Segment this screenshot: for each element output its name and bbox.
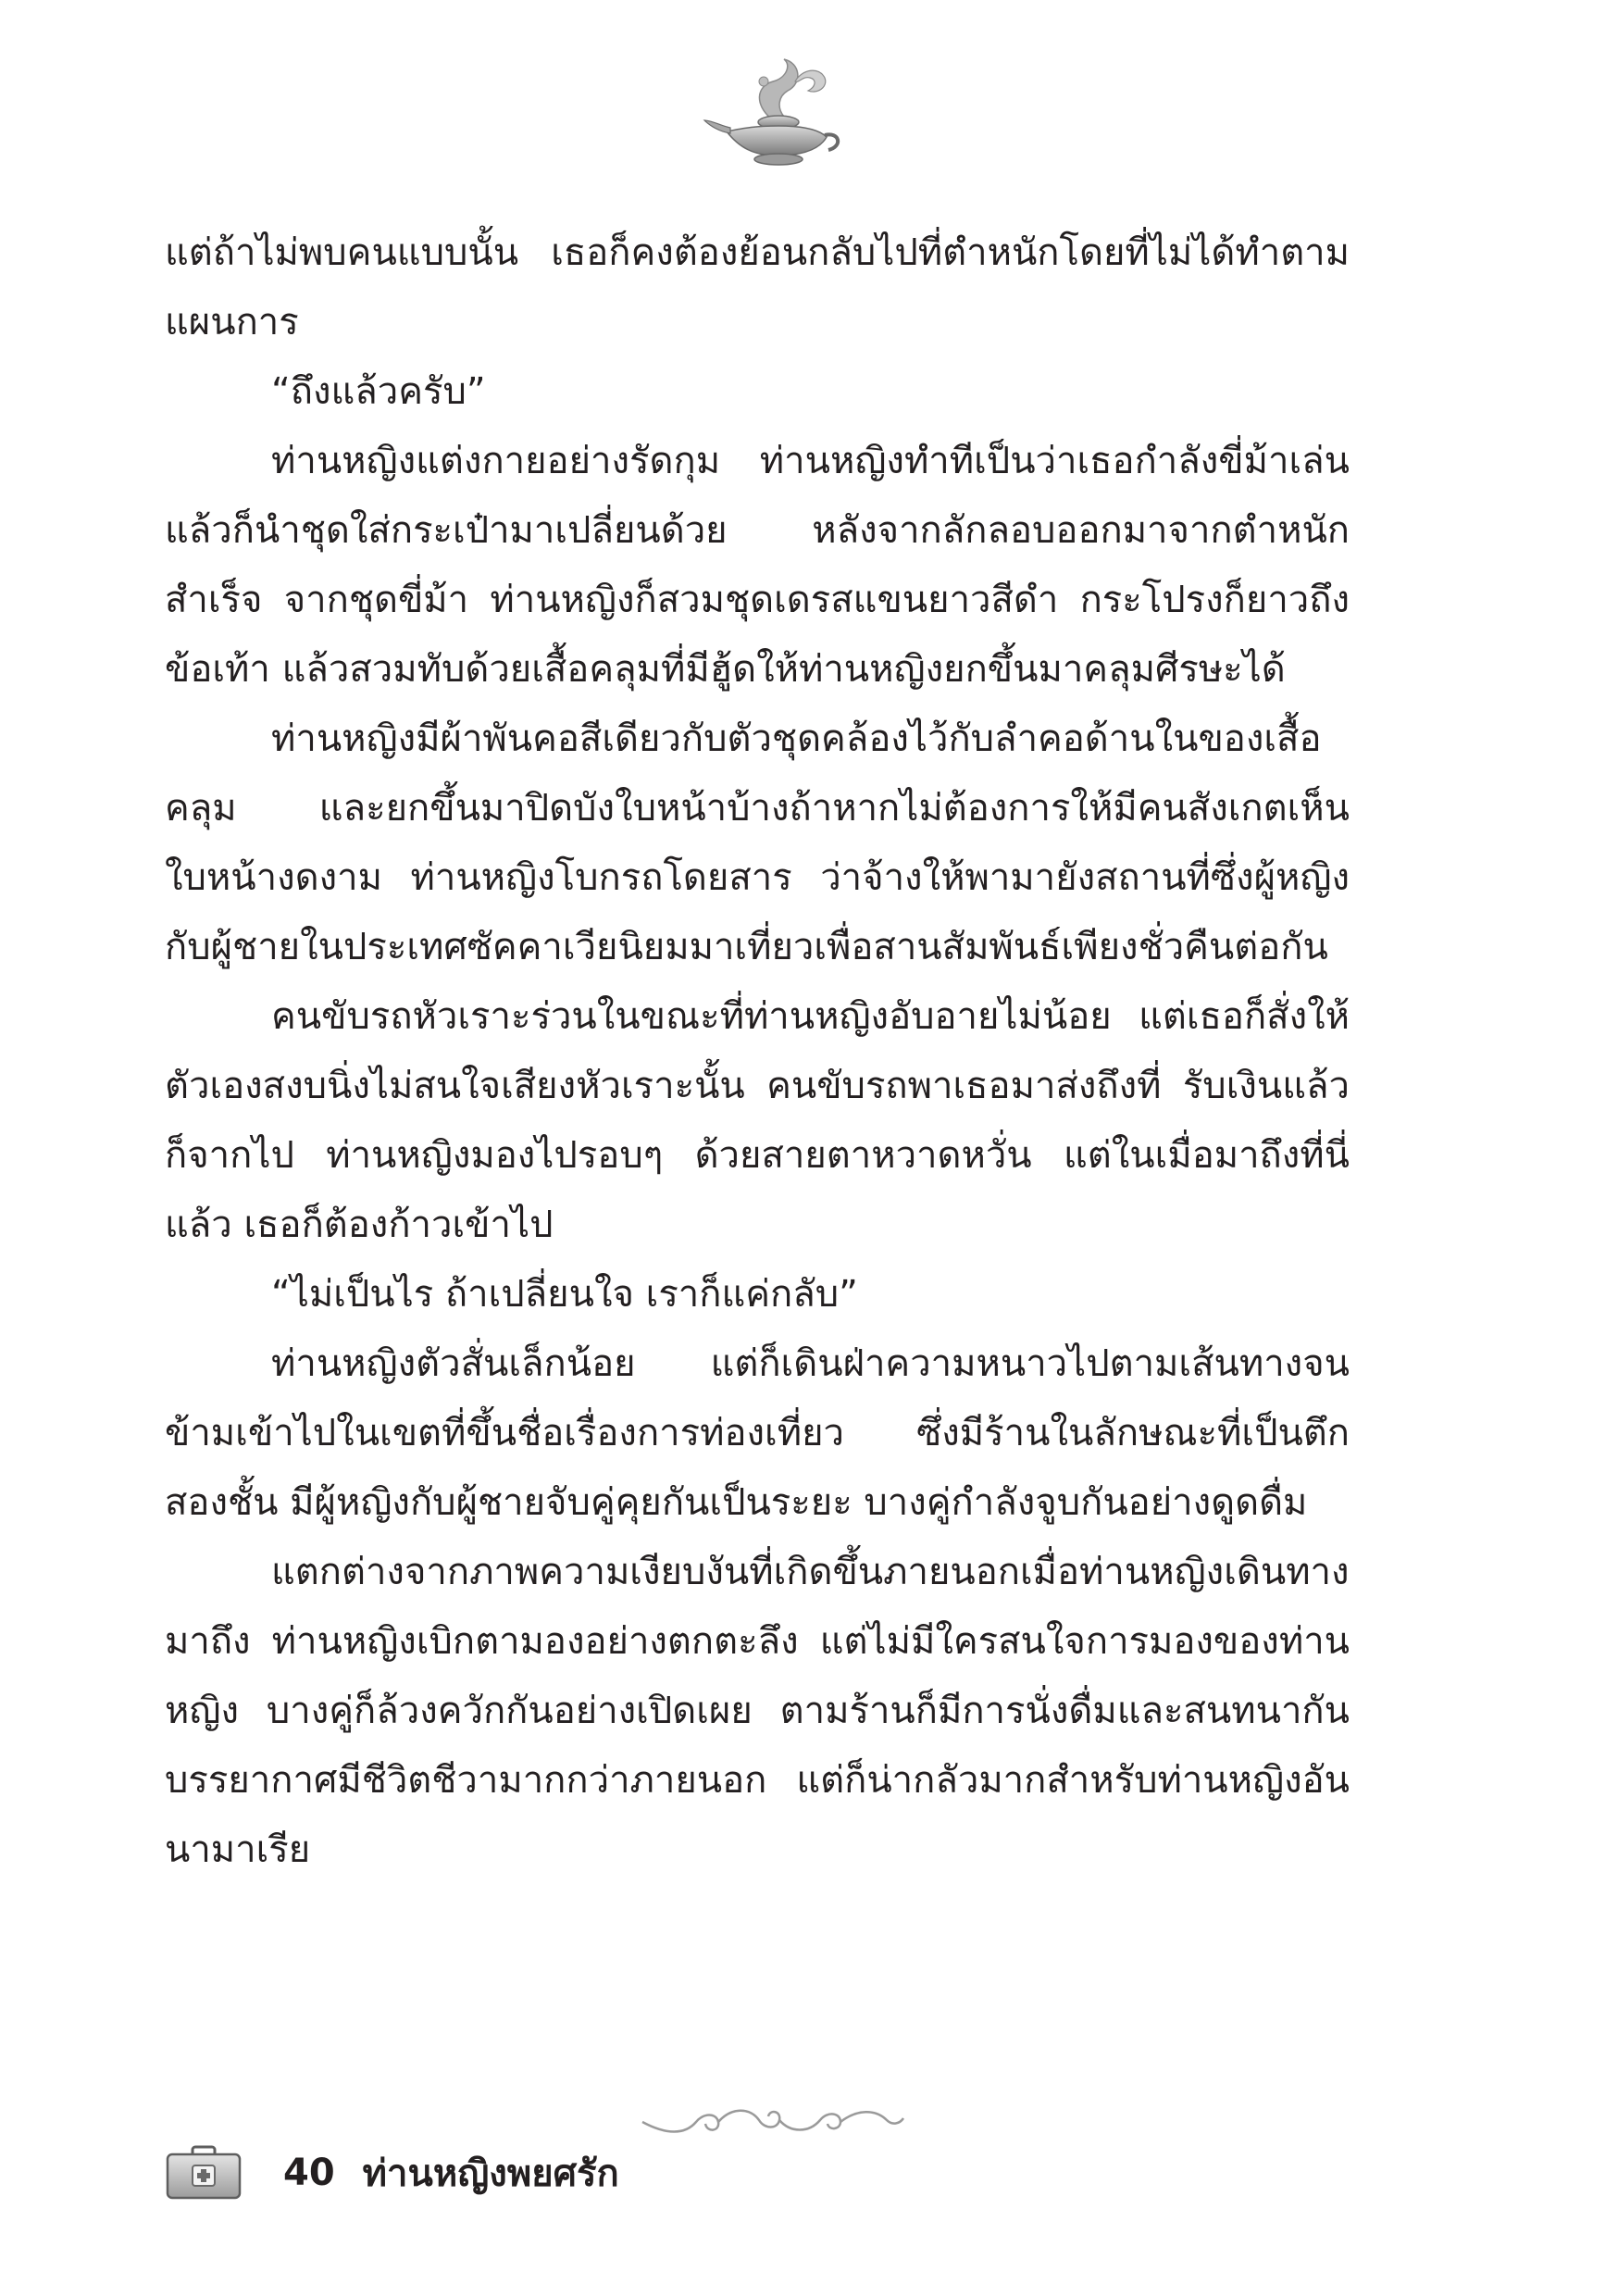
body-text: [165, 218, 1350, 1885]
paragraph: “ถึงแล้วครับ”: [271, 370, 486, 413]
swirl-divider-icon: [639, 2102, 907, 2142]
magic-lamp-ornament-icon: [699, 54, 847, 174]
paragraph: ท่านหญิงแต่งกายอย่างรัดกุม ท่านหญิงทำทีเป็นว่าเธอกำลังขี่ม้าเล่น แล้วก็นำชุดใส่กระเป๋ามาเปลี่ยนด้วย หลังจากลักลอบออกมาจากตำหนักสำเร็จ จากชุดขี่ม้า ท่านหญิงก็สวมชุดเดรสแขนยาวสีดำ กระโปรงก็ยาวถึงข้อเท้า แล้วสวมทับด้วยเสื้อคลุมที่มีฮู้ดให้ท่านหญิงยกขึ้นมาคลุมศีรษะได้: [165, 440, 1350, 691]
paragraph: แตกต่างจากภาพความเงียบงันที่เกิดขึ้นภายนอกเมื่อท่านหญิงเดินทางมาถึง ท่านหญิงเบิกตามองอย่างตกตะลึง แต่ไม่มีใครสนใจการมองของท่านหญิง บางคู่ก็ล้วงควักกันอย่างเปิดเผย ตามร้านก็มีการนั่งดื่มและสนทนากัน บรรยากาศมีชีวิตชีวามากกว่าภายนอก แต่ก็น่ากลัวมากสำหรับท่านหญิงอันนามาเรีย: [165, 1551, 1350, 1871]
paragraph: “ไม่เป็นไร ถ้าเปลี่ยนใจ เราก็แค่กลับ”: [271, 1273, 858, 1316]
book-title: ท่านหญิงพยศรัก: [362, 2152, 619, 2195]
paragraph: คนขับรถหัวเราะร่วนในขณะที่ท่านหญิงอับอายไม่น้อย แต่เธอก็สั่งให้ตัวเองสงบนิ่งไม่สนใจเสียงหัวเราะนั้น คนขับรถพาเธอมาส่งถึงที่ รับเงินแล้วก็จากไป ท่านหญิงมองไปรอบๆ ด้วยสายตาหวาดหวั่น แต่ในเมื่อมาถึงที่นี่แล้ว เธอก็ต้องก้าวเข้าไป: [165, 995, 1350, 1246]
paragraph: ท่านหญิงมีผ้าพันคอสีเดียวกับตัวชุดคล้องไว้กับลำคอด้านในของเสื้อคลุม และยกขึ้นมาปิดบังใบหน้าบ้างถ้าหากไม่ต้องการให้มีคนสังเกตเห็นใบหน้างดงาม ท่านหญิงโบกรถโดยสาร ว่าจ้างให้พามายังสถานที่ซึ่งผู้หญิงกับผู้ชายในประเทศซัคคาเวียนิยมมาเที่ยวเพื่อสานสัมพันธ์เพียงชั่วคืนต่อกัน: [165, 718, 1350, 968]
paragraph: ท่านหญิงตัวสั่นเล็กน้อย แต่ก็เดินฝ่าความหนาวไปตามเส้นทางจนข้ามเข้าไปในเขตที่ขึ้นชื่อเรื่องการท่องเที่ยว ซึ่งมีร้านในลักษณะที่เป็นตึกสองชั้น มีผู้หญิงกับผู้ชายจับคู่คุยกันเป็นระยะ บางคู่กำลังจูบกันอย่างดูดดื่ม: [165, 1342, 1350, 1524]
page-number: 40: [283, 2152, 335, 2194]
page-footer: [165, 2140, 619, 2205]
first-aid-kit-icon: [165, 2145, 243, 2201]
paragraph: แต่ถ้าไม่พบคนแบบนั้น เธอก็คงต้องย้อนกลับไปที่ตำหนักโดยที่ไม่ได้ทำตามแผนการ: [165, 231, 1350, 343]
